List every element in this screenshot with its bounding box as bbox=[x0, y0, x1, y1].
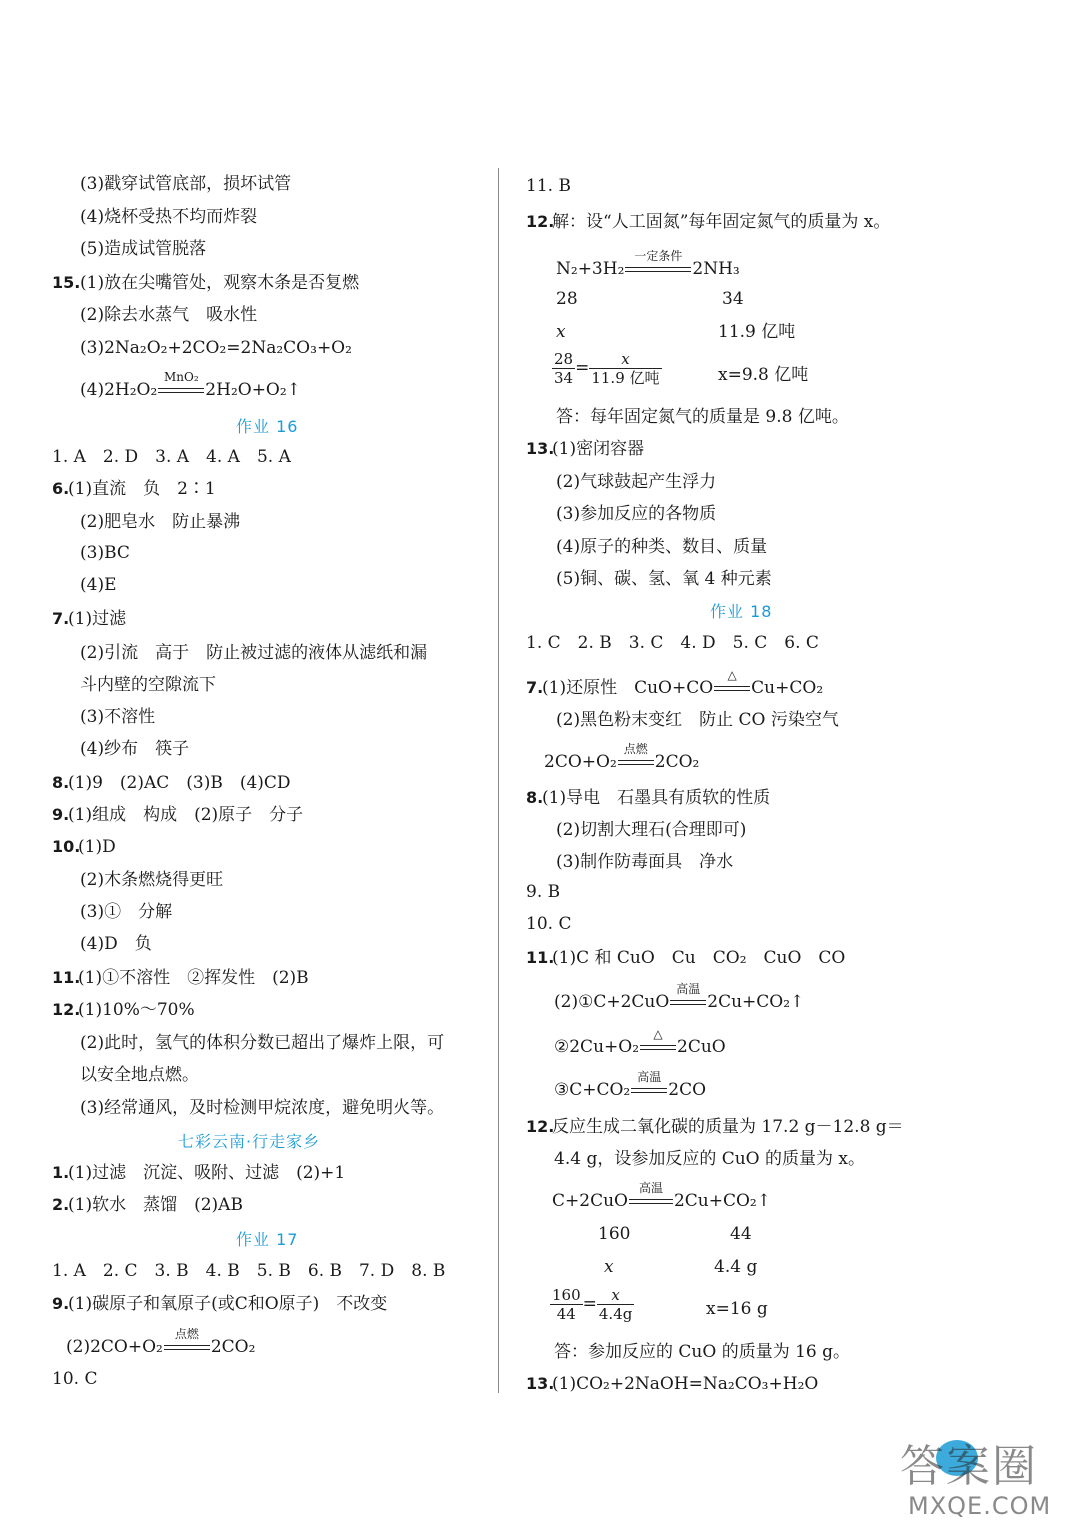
equation-products: 2CO₂ bbox=[210, 1337, 256, 1357]
question-number: 13. bbox=[526, 439, 555, 458]
answer-line: (1)①不溶性 ②挥发性 (2)B bbox=[78, 968, 309, 988]
reaction-arrow bbox=[624, 249, 692, 281]
reaction-condition: 高温 bbox=[638, 1181, 663, 1195]
question-number: 2. bbox=[52, 1195, 70, 1214]
answer-line: (4)E bbox=[80, 575, 117, 595]
answer-line: (5)造成试管脱落 bbox=[80, 239, 207, 259]
reaction-condition: 一定条件 bbox=[634, 249, 683, 263]
answer-line: (1)放在尖嘴管处，观察木条是否复燃 bbox=[80, 273, 360, 293]
answer-line: (4)烧杯受热不均而炸裂 bbox=[80, 207, 258, 227]
answer-line: (1)碳原子和氧原子(或C和O原子) 不改变 bbox=[68, 1294, 388, 1314]
reaction-condition: 高温 bbox=[637, 1070, 662, 1084]
reaction-arrow bbox=[617, 742, 655, 774]
reaction-condition: △ bbox=[653, 1027, 663, 1041]
answer-line: 1. C 2. B 3. C 4. D 5. C 6. C bbox=[526, 633, 819, 653]
answer-line: 1. A 2. D 3. A 4. A 5. A bbox=[52, 447, 291, 467]
reaction-arrow bbox=[630, 1070, 668, 1102]
answer-line: 反应生成二氧化碳的质量为 17.2 g－12.8 g＝ bbox=[552, 1117, 904, 1137]
reaction-arrow bbox=[628, 1181, 674, 1213]
equation-reactants: ③C+CO₂ bbox=[554, 1080, 631, 1100]
answer-line: (2)引流 高于 防止被过滤的液体从滤纸和漏 bbox=[80, 643, 428, 663]
column-divider bbox=[498, 168, 499, 1393]
answer-line: 1. A 2. C 3. B 4. B 5. B 6. B 7. D 8. B bbox=[52, 1261, 446, 1281]
question-number: 8. bbox=[52, 773, 70, 792]
answer-line: 答：每年固定氮气的质量是 9.8 亿吨。 bbox=[556, 407, 849, 427]
answer-line: 解：设“人工固氮”每年固定氮气的质量为 x。 bbox=[552, 212, 891, 232]
answer-line: (4)D 负 bbox=[80, 934, 152, 954]
answer-line: (1)9 (2)AC (3)B (4)CD bbox=[68, 773, 291, 793]
relative-mass: 28 bbox=[556, 289, 578, 309]
fraction: $\frac{x}{\text{11.9 亿吨}}$ bbox=[591, 350, 660, 387]
answer-line: 以安全地点燃。 bbox=[80, 1065, 199, 1085]
equation-reactants: (2)①C+2CuO bbox=[554, 992, 670, 1012]
known-value: 11.9 亿吨 bbox=[718, 322, 796, 342]
answer-line: (1)软水 蒸馏 (2)AB bbox=[68, 1195, 243, 1215]
equation-line bbox=[552, 1181, 771, 1213]
reaction-arrow bbox=[669, 982, 707, 1014]
equation-line bbox=[544, 742, 700, 774]
equation-line bbox=[556, 249, 740, 281]
answer-line: (1)D bbox=[78, 837, 116, 857]
answer-line: 10. C bbox=[52, 1369, 98, 1389]
answer-line: (2)肥皂水 防止暴沸 bbox=[80, 512, 241, 532]
equation-products: 2CO₂ bbox=[654, 752, 700, 772]
equation-line bbox=[554, 982, 805, 1014]
answer-line: 答：参加反应的 CuO 的质量为 16 g。 bbox=[554, 1342, 851, 1362]
proportion-line: $\frac{28}{34}$ = $\frac{x}{\text{11.9 亿吨}}$ bbox=[554, 350, 660, 387]
equation-products: 2H₂O+O₂↑ bbox=[205, 380, 301, 400]
equation-line bbox=[80, 370, 301, 402]
answer-line: (2)黑色粉末变红 防止 CO 污染空气 bbox=[556, 710, 839, 730]
equation-line: (3)2Na₂O₂+2CO₂=2Na₂CO₃+O₂ bbox=[80, 338, 352, 358]
equation-line: (1)CO₂+2NaOH=Na₂CO₃+H₂O bbox=[552, 1374, 819, 1394]
answer-line: (3)不溶性 bbox=[80, 707, 156, 727]
answer-line: (1)过滤 沉淀、吸附、过滤 (2)+1 bbox=[68, 1163, 346, 1183]
answer-line: (5)铜、碳、氢、氧 4 种元素 bbox=[556, 569, 772, 589]
question-number: 9. bbox=[52, 805, 70, 824]
reaction-condition: △ bbox=[727, 668, 737, 682]
equation-reactants: (4)2H₂O₂ bbox=[80, 380, 158, 400]
answer-line: (2)除去水蒸气 吸水性 bbox=[80, 305, 258, 325]
result: x=16 g bbox=[706, 1299, 768, 1319]
equation-products: 2Cu+CO₂↑ bbox=[673, 1191, 771, 1211]
equation-reactants: C+2CuO bbox=[552, 1191, 628, 1211]
fraction: $\frac{160}{44}$ bbox=[552, 1286, 581, 1323]
equation-line bbox=[554, 1070, 707, 1102]
answer-line: 10. C bbox=[526, 914, 572, 934]
question-number: 8. bbox=[526, 788, 544, 807]
answer-line: (2)气球鼓起产生浮力 bbox=[556, 472, 717, 492]
reaction-condition: MnO₂ bbox=[163, 370, 199, 384]
answer-line: (1)过滤 bbox=[68, 609, 127, 629]
equation-line bbox=[554, 1027, 726, 1059]
equation-reactants: (2)2CO+O₂ bbox=[66, 1337, 163, 1357]
proportion-line: $\frac{160}{44}$ = $\frac{x}{4.4g}$ bbox=[552, 1286, 633, 1323]
question-number: 12. bbox=[52, 1000, 81, 1019]
answer-line: (3)制作防毒面具 净水 bbox=[556, 852, 734, 872]
watermark-url: MXQE.COM bbox=[908, 1492, 1052, 1520]
equation-line bbox=[542, 668, 824, 700]
equation-reactants: ②2Cu+O₂ bbox=[554, 1037, 640, 1057]
equation-reactants: 2CO+O₂ bbox=[544, 752, 617, 772]
section-heading: 作业 18 bbox=[710, 602, 773, 621]
answer-line: (4)纱布 筷子 bbox=[80, 739, 190, 759]
unknown-var: x bbox=[556, 322, 566, 342]
answer-line: (1)密闭容器 bbox=[552, 439, 645, 459]
question-number: 11. bbox=[52, 968, 81, 987]
answer-line: (1)组成 构成 (2)原子 分子 bbox=[68, 805, 304, 825]
relative-mass: 44 bbox=[730, 1224, 752, 1244]
question-number: 10. bbox=[52, 837, 81, 856]
watermark-logo: 答案圈 bbox=[900, 1441, 1038, 1492]
reaction-arrow bbox=[157, 370, 205, 402]
reaction-arrow bbox=[163, 1327, 211, 1359]
question-number: 15. bbox=[52, 273, 81, 292]
fraction: $\frac{x}{4.4g}$ bbox=[598, 1286, 633, 1323]
answer-line: (3)参加反应的各物质 bbox=[556, 504, 717, 524]
section-heading: 作业 16 bbox=[236, 417, 299, 436]
answer-line: (1)C 和 CuO Cu CO₂ CuO CO bbox=[552, 948, 846, 968]
question-number: 7. bbox=[526, 678, 544, 697]
question-number: 7. bbox=[52, 609, 70, 628]
reaction-arrow bbox=[639, 1027, 677, 1059]
equation-products: 2CO bbox=[668, 1080, 707, 1100]
section-heading: 作业 17 bbox=[236, 1230, 299, 1249]
equation-reactants: (1)还原性 CuO+CO bbox=[542, 678, 714, 698]
equation-products: 2Cu+CO₂↑ bbox=[707, 992, 805, 1012]
question-number: 9. bbox=[52, 1294, 70, 1313]
reaction-condition: 点燃 bbox=[174, 1327, 199, 1341]
answer-line: (4)原子的种类、数目、质量 bbox=[556, 537, 768, 557]
question-number: 12. bbox=[526, 212, 555, 231]
section-heading: 七彩云南·行走家乡 bbox=[178, 1132, 321, 1151]
fraction: $\frac{28}{34}$ bbox=[554, 350, 574, 387]
equation-reactants: N₂+3H₂ bbox=[556, 259, 625, 279]
question-number: 6. bbox=[52, 479, 70, 498]
answer-line: 11. B bbox=[526, 176, 571, 196]
answer-line: (1)直流 负 2∶1 bbox=[68, 479, 216, 499]
equation-products: 2NH₃ bbox=[692, 259, 740, 279]
relative-mass: 160 bbox=[598, 1224, 631, 1244]
equation-products: Cu+CO₂ bbox=[751, 678, 824, 698]
answer-line: (2)木条燃烧得更旺 bbox=[80, 870, 224, 890]
answer-line: (3)戳穿试管底部，损坏试管 bbox=[80, 174, 292, 194]
reaction-arrow bbox=[713, 668, 751, 700]
question-number: 12. bbox=[526, 1117, 555, 1136]
answer-line: 4.4 g，设参加反应的 CuO 的质量为 x。 bbox=[554, 1149, 866, 1169]
reaction-condition: 高温 bbox=[676, 982, 701, 996]
unknown-var: x bbox=[604, 1257, 614, 1277]
answer-line: (1)导电 石墨具有质软的性质 bbox=[542, 788, 771, 808]
question-number: 11. bbox=[526, 948, 555, 967]
answer-line: (2)此时，氢气的体积分数已超出了爆炸上限，可 bbox=[80, 1033, 445, 1053]
relative-mass: 34 bbox=[722, 289, 744, 309]
equation-line bbox=[66, 1327, 256, 1359]
result: x=9.8 亿吨 bbox=[718, 365, 809, 385]
answer-line: (3)① 分解 bbox=[80, 902, 173, 922]
reaction-condition: 点燃 bbox=[623, 742, 648, 756]
answer-line: (3)经常通风，及时检测甲烷浓度，避免明火等。 bbox=[80, 1098, 445, 1118]
answer-line: (3)BC bbox=[80, 543, 130, 563]
question-number: 1. bbox=[52, 1163, 70, 1182]
answer-line: (1)10%～70% bbox=[78, 1000, 195, 1020]
question-number: 13. bbox=[526, 1374, 555, 1393]
answer-line: 斗内壁的空隙流下 bbox=[80, 675, 216, 695]
known-value: 4.4 g bbox=[714, 1257, 758, 1277]
answer-line: 9. B bbox=[526, 882, 561, 902]
answer-line: (2)切割大理石(合理即可) bbox=[556, 820, 747, 840]
equation-products: 2CuO bbox=[677, 1037, 726, 1057]
